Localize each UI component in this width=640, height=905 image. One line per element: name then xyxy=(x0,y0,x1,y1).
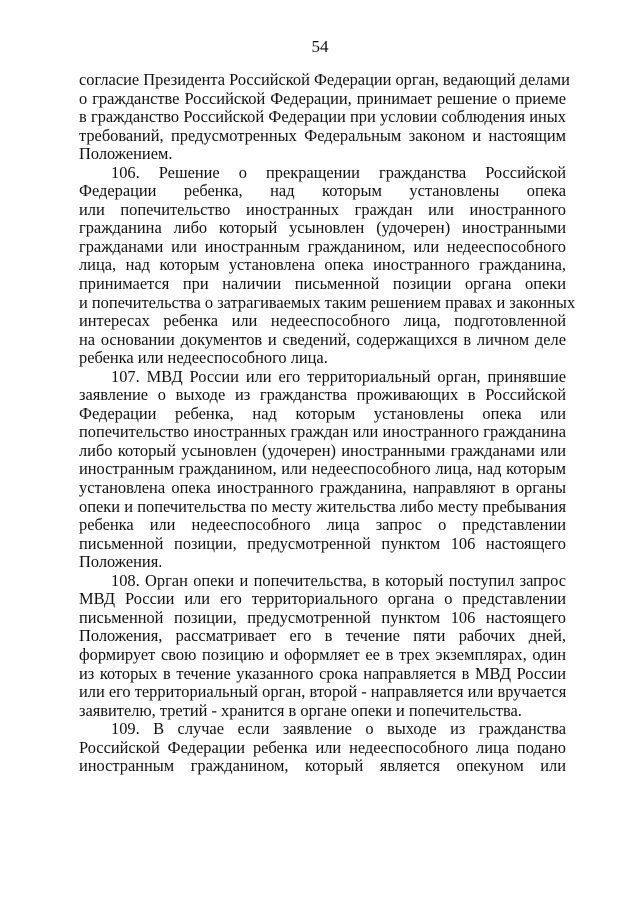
text-line: согласие Президента Российской Федерации орган, ведающий делами xyxy=(79,70,570,89)
text-line: заявителю, третий - хранится в органе опеки и попечительства. xyxy=(79,700,522,720)
text-line: заявление о выходе из гражданства проживающих в Российской xyxy=(79,385,566,405)
paragraph-108 xyxy=(79,572,566,720)
text-line: принимается при наличии письменной позиции органа опеки xyxy=(79,274,566,294)
text-line: Федерации ребенка, над которым установлены опека xyxy=(79,181,566,201)
text-line: ребенка или недееспособного лица запрос о представлении xyxy=(79,515,566,535)
text-line: Положения, рассматривает его в течение пяти рабочих дней, xyxy=(79,626,566,646)
paragraph-109 xyxy=(79,720,566,776)
text-line: установлена опека иностранного гражданина, направляют в органы xyxy=(79,478,566,498)
text-line: или попечительство иностранных граждан или иностранного xyxy=(79,199,566,219)
text-line: письменной позиции, предусмотренной пунктом 106 настоящего xyxy=(79,533,566,553)
text-line: попечительство иностранных граждан или иностранного гражданина xyxy=(79,422,566,442)
paragraph-continuation xyxy=(79,70,570,164)
text-line: в гражданство Российской Федерации при условии соблюдения иных xyxy=(79,107,566,127)
text-line: иностранным гражданином, или недееспособного лица, над которым xyxy=(79,459,566,479)
page-number: 54 xyxy=(311,37,329,56)
text-line: 106. Решение о прекращении гражданства Российской xyxy=(111,162,566,182)
text-line: гражданина либо который усыновлен (удочерен) иностранными xyxy=(79,218,566,238)
text-line: 108. Орган опеки и попечительства, в который поступил запрос xyxy=(111,570,566,590)
text-line: о гражданстве Российской Федерации, принимает решение о приеме xyxy=(79,88,566,108)
document-body xyxy=(79,70,576,776)
text-line: МВД России или его территориального органа о представлении xyxy=(79,589,566,609)
text-line: ребенка или недееспособного лица. xyxy=(79,348,328,368)
text-line: письменной позиции, предусмотренной пунктом 106 настоящего xyxy=(79,607,566,627)
text-line: опеки и попечительства по месту жительства либо месту пребывания xyxy=(79,496,566,516)
text-line: из которых в течение указанного срока направляется в МВД России xyxy=(79,663,566,683)
text-line: 107. МВД России или его территориальный орган, принявшие xyxy=(111,366,566,386)
text-line: и попечительства о затрагиваемых таким решением правах и законных xyxy=(79,292,576,312)
text-line: требований, предусмотренных Федеральным законом и настоящим xyxy=(79,125,566,145)
text-line: Положением. xyxy=(79,144,173,164)
text-line: интересах ребенка или недееспособного лица, подготовленной xyxy=(79,311,566,331)
text-line: 109. В случае если заявление о выходе из гражданства xyxy=(111,719,566,739)
text-line: на основании документов и сведений, содержащихся в личном деле xyxy=(79,329,566,349)
paragraph-106 xyxy=(79,162,576,368)
text-line: Российской Федерации ребенка или недееспособного лица подано xyxy=(79,737,566,757)
text-line: Положения. xyxy=(79,552,163,572)
text-line: иностранным гражданином, который является опекуном или xyxy=(79,756,566,776)
text-line: либо который усыновлен (удочерен) иностранными гражданами или xyxy=(79,440,566,460)
text-line: гражданами или иностранным гражданином, или недееспособного xyxy=(79,236,566,256)
paragraph-107 xyxy=(79,368,566,572)
text-line: или его территориальный орган, второй - направляется или вручается xyxy=(79,682,567,702)
text-line: Федерации ребенка, над которым установлены опека или xyxy=(79,403,566,423)
text-line: формирует свою позицию и оформляет ее в трех экземплярах, один xyxy=(79,644,566,664)
text-line: лица, над которым установлена опека иностранного гражданина, xyxy=(79,255,566,275)
